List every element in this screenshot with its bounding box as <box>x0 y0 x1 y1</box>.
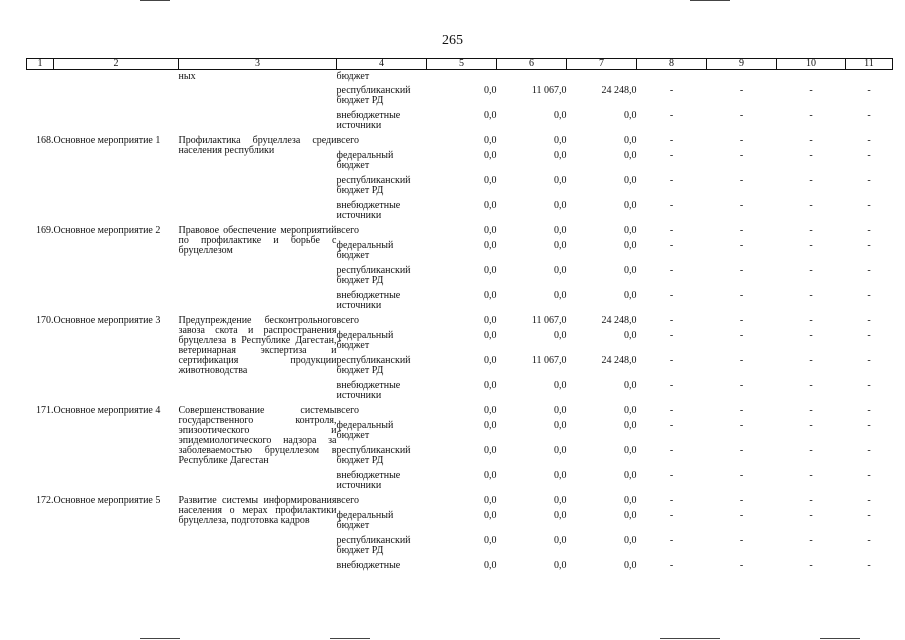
funding-source: республиканский бюджет РД <box>336 354 411 376</box>
amount-dash: - <box>739 84 744 96</box>
amount-dash: - <box>867 534 871 546</box>
amount-col5: 0,0 <box>484 149 497 161</box>
amount-col5: 0,0 <box>484 329 497 341</box>
amount-col7: 0,0 <box>624 444 637 456</box>
funding-source: бюджет <box>336 71 370 82</box>
amount-dash: - <box>669 134 674 146</box>
amount-dash: - <box>669 379 674 391</box>
measure-number: 168. <box>36 134 54 146</box>
amount-col7: 0,0 <box>624 329 637 341</box>
amount-col6: 11 067,0 <box>531 84 567 96</box>
measure-description: Совершенствование системы государственного контроля, эпизоотического и эпидемиологического надзора за заболеваемостью бруцеллезом в Республике Дагестан <box>178 404 337 466</box>
funding-source: республиканский бюджет РД <box>336 264 411 286</box>
measure-name: Основное мероприятие 1 <box>53 134 161 146</box>
column-header: 9 <box>707 59 777 70</box>
column-header: 10 <box>777 59 846 70</box>
amount-col7: 0,0 <box>624 109 637 121</box>
measure-description: ных <box>178 71 196 82</box>
funding-source: всего <box>336 314 360 326</box>
amount-dash: - <box>669 174 674 186</box>
amount-dash: - <box>739 559 744 571</box>
amount-dash: - <box>809 329 813 341</box>
amount-col7: 0,0 <box>624 469 637 481</box>
funding-source: внебюджетные источники <box>336 199 401 221</box>
funding-source: всего <box>336 494 360 506</box>
amount-col6: 0,0 <box>554 224 567 236</box>
amount-dash: - <box>867 419 871 431</box>
measure-description: Правовое обеспечение мероприятий по профилактике и борьбе с бруцеллезом <box>178 224 337 256</box>
amount-dash: - <box>809 134 813 146</box>
amount-col6: 0,0 <box>554 494 567 506</box>
amount-dash: - <box>809 444 813 456</box>
amount-dash: - <box>739 239 744 251</box>
amount-dash: - <box>669 314 674 326</box>
funding-source: республиканский бюджет РД <box>336 444 411 466</box>
table-row <box>27 70 893 84</box>
amount-dash: - <box>809 354 813 366</box>
amount-dash: - <box>867 264 871 276</box>
amount-dash: - <box>809 469 813 481</box>
amount-col5: 0,0 <box>484 289 497 301</box>
measure-name <box>54 70 179 134</box>
funding-source: внебюджетные источники <box>336 469 401 491</box>
amount-col5: 0,0 <box>484 199 497 211</box>
amount-dash: - <box>669 84 674 96</box>
column-header-row <box>27 59 893 70</box>
amount-col5: 0,0 <box>484 224 497 236</box>
scan-edge-line <box>660 638 720 639</box>
funding-source: федеральный бюджет <box>336 509 394 531</box>
amount-col6: 0,0 <box>554 199 567 211</box>
measure-name: Основное мероприятие 2 <box>53 224 161 236</box>
amount-dash: - <box>669 469 674 481</box>
table-row <box>27 494 893 509</box>
amount-col6 <box>497 70 567 84</box>
amount-dash: - <box>867 199 871 211</box>
amount-col6: 0,0 <box>554 469 567 481</box>
amount-dash: - <box>867 469 871 481</box>
amount-dash: - <box>867 134 871 146</box>
amount-dash <box>846 70 893 84</box>
amount-dash: - <box>809 494 813 506</box>
amount-dash: - <box>809 559 813 571</box>
amount-col7: 0,0 <box>624 404 637 416</box>
amount-dash: - <box>809 509 813 521</box>
amount-dash: - <box>669 109 674 121</box>
amount-col7: 0,0 <box>624 174 637 186</box>
amount-dash: - <box>739 494 744 506</box>
amount-col7: 0,0 <box>624 509 637 521</box>
measure-number: 169. <box>36 224 54 236</box>
amount-dash: - <box>739 134 744 146</box>
amount-dash: - <box>867 509 871 521</box>
amount-dash: - <box>809 379 813 391</box>
amount-col5: 0,0 <box>484 239 497 251</box>
measure-description: Предупреждение бесконтрольного завоза скота и распространения бруцеллеза в Республике Дагестан, ветеринарная экспертиза и сертификация продукции животноводства <box>178 314 337 376</box>
amount-dash: - <box>669 509 674 521</box>
amount-col7: 24 248,0 <box>601 84 637 96</box>
amount-col6: 0,0 <box>554 509 567 521</box>
amount-col7: 0,0 <box>624 149 637 161</box>
amount-col6: 11 067,0 <box>531 354 567 366</box>
amount-col5: 0,0 <box>484 314 497 326</box>
amount-dash: - <box>739 149 744 161</box>
amount-col6: 0,0 <box>554 444 567 456</box>
amount-col5: 0,0 <box>484 264 497 276</box>
column-header: 2 <box>54 59 179 70</box>
amount-dash <box>707 70 777 84</box>
amount-dash: - <box>739 174 744 186</box>
amount-dash: - <box>809 149 813 161</box>
measure-name: Основное мероприятие 5 <box>53 494 161 506</box>
amount-col7 <box>567 70 637 84</box>
amount-col6: 11 067,0 <box>531 314 567 326</box>
amount-col6: 0,0 <box>554 404 567 416</box>
amount-dash: - <box>739 419 744 431</box>
column-header: 7 <box>567 59 637 70</box>
amount-dash: - <box>867 84 871 96</box>
amount-dash: - <box>669 444 674 456</box>
amount-dash: - <box>669 199 674 211</box>
amount-col7: 0,0 <box>624 494 637 506</box>
table-row <box>27 224 893 239</box>
amount-col6: 0,0 <box>554 264 567 276</box>
amount-dash: - <box>669 264 674 276</box>
amount-dash: - <box>809 419 813 431</box>
column-header: 8 <box>637 59 707 70</box>
scan-edge-line <box>140 0 170 1</box>
amount-col6: 0,0 <box>554 419 567 431</box>
amount-dash: - <box>739 199 744 211</box>
table-row <box>27 314 893 329</box>
amount-dash: - <box>739 509 744 521</box>
amount-col7: 0,0 <box>624 224 637 236</box>
amount-col5: 0,0 <box>484 379 497 391</box>
amount-col7: 24 248,0 <box>601 314 637 326</box>
funding-source: республиканский бюджет РД <box>336 84 411 106</box>
measure-description: Развитие системы информирования населения о мерах профилактики бруцеллеза, подготовка кадров <box>178 494 337 526</box>
amount-col5: 0,0 <box>484 84 497 96</box>
amount-dash: - <box>867 559 871 571</box>
amount-col7: 0,0 <box>624 239 637 251</box>
amount-dash: - <box>867 329 871 341</box>
scan-edge-line <box>140 638 180 639</box>
amount-dash: - <box>669 404 674 416</box>
amount-dash: - <box>669 329 674 341</box>
amount-dash: - <box>739 264 744 276</box>
amount-col6: 0,0 <box>554 289 567 301</box>
amount-dash: - <box>809 314 813 326</box>
column-header: 6 <box>497 59 567 70</box>
amount-col5 <box>427 70 497 84</box>
amount-dash <box>637 70 707 84</box>
funding-source: федеральный бюджет <box>336 239 394 261</box>
column-header: 4 <box>337 59 427 70</box>
amount-dash: - <box>867 239 871 251</box>
amount-col5: 0,0 <box>484 134 497 146</box>
amount-dash: - <box>669 354 674 366</box>
amount-col5: 0,0 <box>484 509 497 521</box>
amount-col6: 0,0 <box>554 174 567 186</box>
measure-number: 170. <box>36 314 54 326</box>
amount-dash: - <box>867 314 871 326</box>
amount-col6: 0,0 <box>554 534 567 546</box>
amount-dash: - <box>739 354 744 366</box>
measure-name: Основное мероприятие 4 <box>53 404 161 416</box>
amount-col5: 0,0 <box>484 444 497 456</box>
amount-col5: 0,0 <box>484 534 497 546</box>
amount-col5: 0,0 <box>484 419 497 431</box>
funding-source: внебюджетные <box>336 559 401 571</box>
amount-col5: 0,0 <box>484 354 497 366</box>
funding-source: внебюджетные источники <box>336 289 401 311</box>
amount-col7: 0,0 <box>624 289 637 301</box>
amount-col7: 24 248,0 <box>601 354 637 366</box>
amount-dash: - <box>809 404 813 416</box>
amount-dash: - <box>809 534 813 546</box>
budget-table <box>26 58 893 575</box>
measure-number: 172. <box>36 494 54 506</box>
amount-dash: - <box>867 174 871 186</box>
amount-dash: - <box>809 289 813 301</box>
measure-number <box>27 70 54 134</box>
amount-col7: 0,0 <box>624 199 637 211</box>
funding-source: республиканский бюджет РД <box>336 534 411 556</box>
amount-dash: - <box>739 379 744 391</box>
amount-dash: - <box>867 379 871 391</box>
measure-description: Профилактика бруцеллеза среди населения республики <box>178 134 337 156</box>
amount-col6: 0,0 <box>554 329 567 341</box>
amount-col7: 0,0 <box>624 419 637 431</box>
table-row <box>27 134 893 149</box>
amount-dash: - <box>669 494 674 506</box>
amount-dash: - <box>809 239 813 251</box>
amount-dash: - <box>867 444 871 456</box>
amount-col6: 0,0 <box>554 559 567 571</box>
scan-edge-line <box>690 0 730 1</box>
amount-col5: 0,0 <box>484 494 497 506</box>
amount-dash: - <box>669 289 674 301</box>
amount-dash: - <box>669 559 674 571</box>
amount-dash: - <box>867 289 871 301</box>
funding-source: внебюджетные источники <box>336 109 401 131</box>
page-number: 265 <box>442 33 463 48</box>
amount-col7: 0,0 <box>624 134 637 146</box>
amount-dash: - <box>669 534 674 546</box>
amount-dash: - <box>739 314 744 326</box>
amount-col7: 0,0 <box>624 534 637 546</box>
amount-dash <box>777 70 846 84</box>
amount-col6: 0,0 <box>554 134 567 146</box>
amount-dash: - <box>867 404 871 416</box>
amount-dash: - <box>739 109 744 121</box>
amount-dash: - <box>867 354 871 366</box>
amount-col7: 0,0 <box>624 559 637 571</box>
amount-col7: 0,0 <box>624 264 637 276</box>
amount-dash: - <box>867 494 871 506</box>
column-header: 3 <box>179 59 337 70</box>
table-row <box>27 404 893 419</box>
amount-dash: - <box>669 149 674 161</box>
amount-dash: - <box>809 174 813 186</box>
funding-source: внебюджетные источники <box>336 379 401 401</box>
amount-dash: - <box>669 224 674 236</box>
scan-edge-line <box>330 638 370 639</box>
funding-source: республиканский бюджет РД <box>336 174 411 196</box>
amount-dash: - <box>739 534 744 546</box>
amount-dash: - <box>867 149 871 161</box>
amount-dash: - <box>809 109 813 121</box>
funding-source: федеральный бюджет <box>336 149 394 171</box>
funding-source: всего <box>336 404 360 416</box>
amount-col6: 0,0 <box>554 379 567 391</box>
amount-dash: - <box>739 404 744 416</box>
scan-edge-line <box>820 638 860 639</box>
measure-name: Основное мероприятие 3 <box>53 314 161 326</box>
amount-dash: - <box>669 419 674 431</box>
amount-dash: - <box>739 444 744 456</box>
amount-col5: 0,0 <box>484 109 497 121</box>
column-header: 1 <box>27 59 54 70</box>
amount-col6: 0,0 <box>554 239 567 251</box>
amount-col6: 0,0 <box>554 109 567 121</box>
amount-col6: 0,0 <box>554 149 567 161</box>
amount-dash: - <box>739 329 744 341</box>
funding-source: федеральный бюджет <box>336 329 394 351</box>
column-header: 5 <box>427 59 497 70</box>
amount-dash: - <box>867 109 871 121</box>
amount-dash: - <box>809 224 813 236</box>
amount-dash: - <box>809 264 813 276</box>
column-header: 11 <box>846 59 893 70</box>
amount-col5: 0,0 <box>484 174 497 186</box>
amount-col5: 0,0 <box>484 469 497 481</box>
funding-source: всего <box>336 134 360 146</box>
funding-source: федеральный бюджет <box>336 419 394 441</box>
amount-dash: - <box>739 289 744 301</box>
amount-dash: - <box>867 224 871 236</box>
amount-dash: - <box>739 224 744 236</box>
amount-dash: - <box>669 239 674 251</box>
funding-source: всего <box>336 224 360 236</box>
amount-dash: - <box>809 199 813 211</box>
amount-dash: - <box>809 84 813 96</box>
amount-col5: 0,0 <box>484 559 497 571</box>
amount-dash: - <box>739 469 744 481</box>
measure-number: 171. <box>36 404 54 416</box>
amount-col5: 0,0 <box>484 404 497 416</box>
amount-col7: 0,0 <box>624 379 637 391</box>
